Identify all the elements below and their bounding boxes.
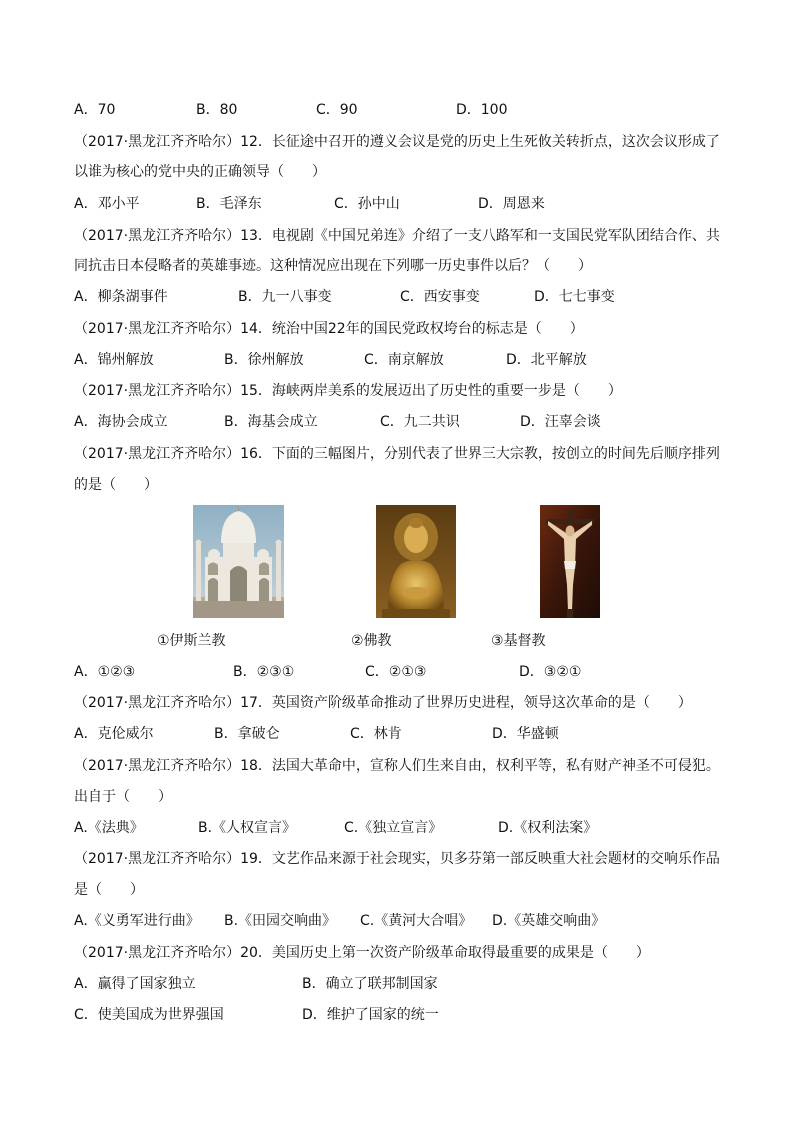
q16-stem-line1: （2017·黑龙江齐齐哈尔）16．下面的三幅图片，分别代表了世界三大宗教，按创立的时间先后顺序排列 xyxy=(74,446,720,462)
q17-stem-line1: （2017·黑龙江齐齐哈尔）17．英国资产阶级革命推动了世界历史进程，领导这次革命的是（ ） xyxy=(74,695,692,711)
q17-option-d[interactable]: D．华盛顿 xyxy=(492,726,559,742)
q13-stem-line2: 同抗击日本侵略者的英雄事迹。这种情况应出现在下列哪一历史事件以后？（ ） xyxy=(74,258,592,274)
q13-option-c[interactable]: C．西安事变 xyxy=(400,289,480,305)
q20-option-a[interactable]: A．赢得了国家独立 xyxy=(74,976,196,992)
q14-option-b[interactable]: B．徐州解放 xyxy=(224,352,304,368)
q19-option-c[interactable]: C.《黄河大合唱》 xyxy=(360,913,473,929)
caption-buddhism: ②佛教 xyxy=(351,633,392,649)
q19-option-d[interactable]: D.《英雄交响曲》 xyxy=(492,913,606,929)
q18-option-b[interactable]: B.《人权宣言》 xyxy=(198,820,297,836)
q19-stem-line1: （2017·黑龙江齐齐哈尔）19．文艺作品来源于社会现实，贝多芬第一部反映重大社会题材的交响乐作品 xyxy=(74,851,720,867)
q18-stem-line1: （2017·黑龙江齐齐哈尔）18．法国大革命中，宣称人们生来自由，权利平等，私有财产神圣不可侵犯。 xyxy=(74,758,720,774)
q18-option-a[interactable]: A.《法典》 xyxy=(74,820,144,836)
q17-option-c[interactable]: C．林肯 xyxy=(350,726,402,742)
q14-option-d[interactable]: D．北平解放 xyxy=(506,352,587,368)
q17-option-a[interactable]: A．克伦威尔 xyxy=(74,726,154,742)
q15-option-d[interactable]: D．汪辜会谈 xyxy=(520,414,601,430)
q13-option-b[interactable]: B．九一八事变 xyxy=(238,289,332,305)
q18-stem-line2: 出自于（ ） xyxy=(74,789,172,805)
caption-christianity: ③基督教 xyxy=(491,633,546,649)
q12-option-a[interactable]: A．邓小平 xyxy=(74,196,140,212)
q20-stem-line1: （2017·黑龙江齐齐哈尔）20．美国历史上第一次资产阶级革命取得最重要的成果是（ ） xyxy=(74,945,650,961)
q19-option-a[interactable]: A.《义勇军进行曲》 xyxy=(74,913,200,929)
q20-option-d[interactable]: D．维护了国家的统一 xyxy=(302,1007,439,1023)
q11-option-a[interactable]: A．70 xyxy=(74,102,116,118)
q19-option-b[interactable]: B.《田园交响曲》 xyxy=(224,913,337,929)
q11-option-b[interactable]: B．80 xyxy=(196,102,238,118)
q12-stem-line1: （2017·黑龙江齐齐哈尔）12．长征途中召开的遵义会议是党的历史上生死攸关转折点，这次会议形成了 xyxy=(74,134,720,150)
q15-stem-line1: （2017·黑龙江齐齐哈尔）15．海峡两岸美系的发展迈出了历史性的重要一步是（ ） xyxy=(74,383,622,399)
q11-option-c[interactable]: C．90 xyxy=(316,102,358,118)
buddha-image xyxy=(376,505,456,618)
q13-option-a[interactable]: A．柳条湖事件 xyxy=(74,289,168,305)
q20-option-c[interactable]: C．使美国成为世界强国 xyxy=(74,1007,224,1023)
q18-option-c[interactable]: C.《独立宣言》 xyxy=(344,820,443,836)
q13-option-d[interactable]: D．七七事变 xyxy=(534,289,615,305)
q14-option-a[interactable]: A．锦州解放 xyxy=(74,352,154,368)
q20-option-b[interactable]: B．确立了联邦制国家 xyxy=(302,976,438,992)
q11-option-d[interactable]: D．100 xyxy=(456,102,508,118)
q18-option-d[interactable]: D.《权利法案》 xyxy=(498,820,598,836)
q16-stem-line2: 的是（ ） xyxy=(74,477,158,493)
caption-islam: ①伊斯兰教 xyxy=(157,633,226,649)
q16-option-b[interactable]: B．②③① xyxy=(233,664,295,680)
q16-option-c[interactable]: C．②①③ xyxy=(365,664,427,680)
q14-option-c[interactable]: C．南京解放 xyxy=(364,352,444,368)
q14-stem-line1: （2017·黑龙江齐齐哈尔）14．统治中国22年的国民党政权垮台的标志是（ ） xyxy=(74,321,584,337)
q15-option-b[interactable]: B．海基会成立 xyxy=(224,414,318,430)
q15-option-c[interactable]: C．九二共识 xyxy=(380,414,460,430)
q13-stem-line1: （2017·黑龙江齐齐哈尔）13．电视剧《中国兄弟连》介绍了一支八路军和一支国民党军队团结合作、共 xyxy=(74,228,720,244)
q17-option-b[interactable]: B．拿破仑 xyxy=(214,726,280,742)
q16-option-d[interactable]: D．③②① xyxy=(519,664,582,680)
mosque-image xyxy=(193,505,284,618)
q16-option-a[interactable]: A．①②③ xyxy=(74,664,136,680)
q12-option-c[interactable]: C．孙中山 xyxy=(334,196,400,212)
q15-option-a[interactable]: A．海协会成立 xyxy=(74,414,168,430)
q12-option-d[interactable]: D．周恩来 xyxy=(478,196,545,212)
crucifixion-image xyxy=(540,505,600,618)
q19-stem-line2: 是（ ） xyxy=(74,882,144,898)
q12-stem-line2: 以谁为核心的党中央的正确领导（ ） xyxy=(74,164,326,180)
q12-option-b[interactable]: B．毛泽东 xyxy=(196,196,262,212)
